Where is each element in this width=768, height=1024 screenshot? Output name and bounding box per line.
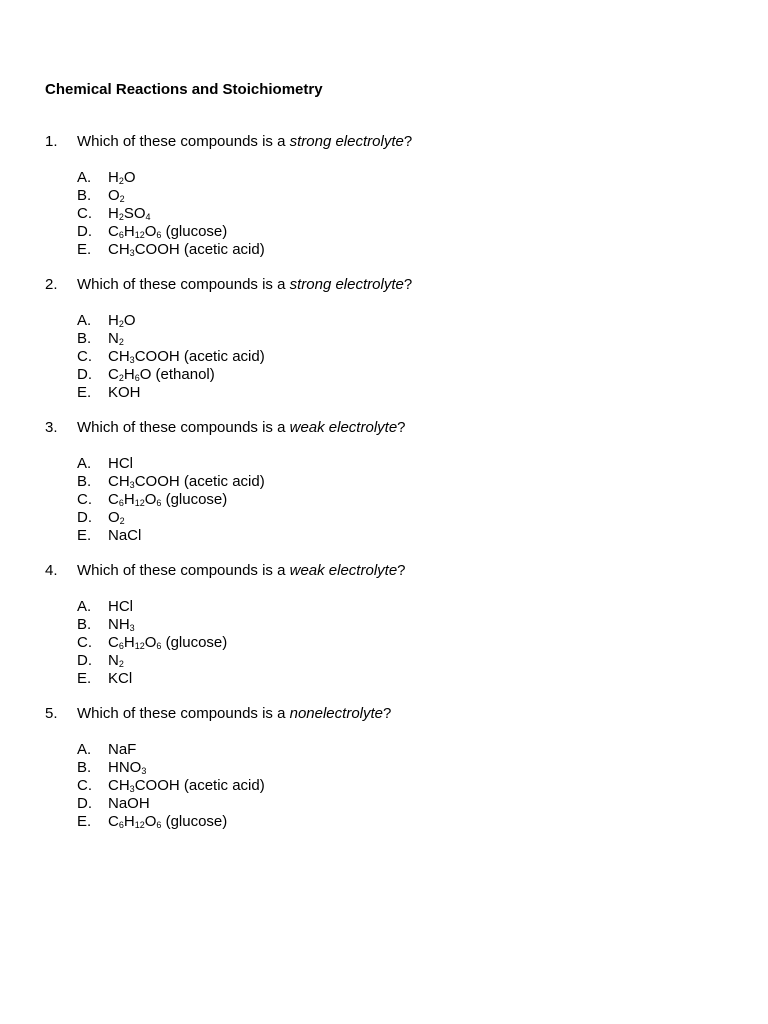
question-text	[77, 562, 406, 580]
question-emphasis: nonelectrolyte	[289, 705, 384, 722]
answer-choice	[77, 527, 735, 545]
choice-formula: $C_6H_{12}O_6$ (glucose)	[108, 813, 228, 830]
choice-formula: $NH_3$	[108, 616, 135, 633]
answer-choice	[77, 330, 735, 348]
choice-label: C.	[77, 205, 92, 222]
choice-label: B.	[77, 473, 92, 490]
question-item	[45, 705, 735, 831]
question-item	[45, 133, 735, 259]
choice-label: C.	[77, 777, 92, 794]
choice-formula: NaCl	[108, 527, 142, 544]
answer-choice	[77, 795, 735, 813]
choice-label: E.	[77, 241, 92, 258]
question-text	[77, 276, 412, 294]
choice-formula: $C_6H_{12}O_6$ (glucose)	[108, 491, 228, 508]
answer-choice	[77, 312, 735, 330]
choice-label: E.	[77, 813, 92, 830]
choice-label: D.	[77, 509, 92, 526]
answer-choice	[77, 223, 735, 241]
answer-choices	[45, 455, 735, 545]
choice-label: A.	[77, 455, 92, 472]
choice-formula: $N_2$	[108, 330, 124, 347]
choice-label: A.	[77, 741, 92, 758]
question-line	[45, 562, 735, 580]
choice-formula: HCl	[108, 455, 133, 472]
choice-label: A.	[77, 598, 92, 615]
answer-choice	[77, 813, 735, 831]
choice-label: D.	[77, 652, 92, 669]
choice-formula: $O_2$	[108, 187, 125, 204]
choice-label: C.	[77, 348, 92, 365]
answer-choice	[77, 473, 735, 491]
question-item	[45, 419, 735, 545]
question-number: 3.	[45, 419, 58, 436]
choice-label: D.	[77, 223, 92, 240]
choice-label: E.	[77, 670, 92, 687]
choice-formula: $C_6H_{12}O_6$ (glucose)	[108, 634, 228, 651]
answer-choice	[77, 652, 735, 670]
question-number: 5.	[45, 705, 58, 722]
answer-choices	[45, 598, 735, 688]
question-text-after: ?	[403, 133, 413, 150]
choice-formula: $H_2O$	[108, 312, 136, 329]
question-text-after: ?	[383, 705, 392, 722]
question-line	[45, 133, 735, 151]
choice-label: D.	[77, 795, 92, 812]
question-emphasis: strong electrolyte	[289, 133, 404, 150]
question-line	[45, 276, 735, 294]
answer-choice	[77, 634, 735, 652]
question-number: 2.	[45, 276, 58, 293]
question-emphasis: strong electrolyte	[289, 276, 404, 293]
question-text-after: ?	[397, 419, 406, 436]
choice-label: A.	[77, 312, 92, 329]
answer-choice	[77, 366, 735, 384]
question-item	[45, 276, 735, 402]
answer-choice	[77, 741, 735, 759]
question-text-before: Which of these compounds is a	[77, 133, 290, 150]
choice-formula: $CH_3COOH$ (acetic acid)	[108, 348, 265, 365]
question-text	[77, 419, 406, 437]
choice-formula: $CH_3COOH$ (acetic acid)	[108, 777, 265, 794]
answer-choices	[45, 169, 735, 259]
question-line	[45, 419, 735, 437]
choice-formula: $C_2H_6O$ (ethanol)	[108, 366, 215, 383]
question-text-after: ?	[403, 276, 413, 293]
choice-label: E.	[77, 527, 92, 544]
answer-choice	[77, 169, 735, 187]
answer-choices	[45, 312, 735, 402]
answer-choice	[77, 616, 735, 634]
question-text	[77, 133, 412, 151]
choice-label: C.	[77, 634, 92, 651]
answer-choice	[77, 670, 735, 688]
answer-choice	[77, 491, 735, 509]
choice-formula: NaF	[108, 741, 137, 758]
question-emphasis: weak electrolyte	[289, 419, 398, 436]
answer-choice	[77, 348, 735, 366]
question-line	[45, 705, 735, 723]
answer-choice	[77, 384, 735, 402]
answer-choice	[77, 241, 735, 259]
question-emphasis: weak electrolyte	[289, 562, 398, 579]
choice-label: B.	[77, 330, 92, 347]
choice-label: E.	[77, 384, 92, 401]
question-text-before: Which of these compounds is a	[77, 276, 290, 293]
question-text-after: ?	[397, 562, 406, 579]
answer-choice	[77, 187, 735, 205]
choice-formula: NaOH	[108, 795, 150, 812]
choice-formula: $HNO_3$	[108, 759, 147, 776]
page-title: Chemical Reactions and Stoichiometry	[45, 81, 323, 98]
choice-formula: $C_6H_{12}O_6$ (glucose)	[108, 223, 228, 240]
choice-label: B.	[77, 616, 92, 633]
choice-formula: $H_2SO_4$	[108, 205, 151, 222]
answer-choice	[77, 598, 735, 616]
question-item	[45, 562, 735, 688]
answer-choice	[77, 509, 735, 527]
choice-formula: $O_2$	[108, 509, 125, 526]
choice-label: D.	[77, 366, 92, 383]
question-list	[45, 133, 735, 848]
choice-formula: $CH_3COOH$ (acetic acid)	[108, 241, 265, 258]
choice-formula: HCl	[108, 598, 133, 615]
question-number: 4.	[45, 562, 58, 579]
choice-label: C.	[77, 491, 92, 508]
choice-label: A.	[77, 169, 92, 186]
question-text	[77, 705, 391, 723]
question-text-before: Which of these compounds is a	[77, 419, 290, 436]
choice-label: B.	[77, 759, 92, 776]
question-number: 1.	[45, 133, 58, 150]
choice-formula: $H_2O$	[108, 169, 136, 186]
choice-formula: KOH	[108, 384, 141, 401]
answer-choice	[77, 455, 735, 473]
answer-choice	[77, 777, 735, 795]
choice-label: B.	[77, 187, 92, 204]
choice-formula: KCl	[108, 670, 133, 687]
answer-choices	[45, 741, 735, 831]
question-text-before: Which of these compounds is a	[77, 705, 290, 722]
answer-choice	[77, 759, 735, 777]
question-text-before: Which of these compounds is a	[77, 562, 290, 579]
choice-formula: $N_2$	[108, 652, 124, 669]
choice-formula: $CH_3COOH$ (acetic acid)	[108, 473, 265, 490]
answer-choice	[77, 205, 735, 223]
